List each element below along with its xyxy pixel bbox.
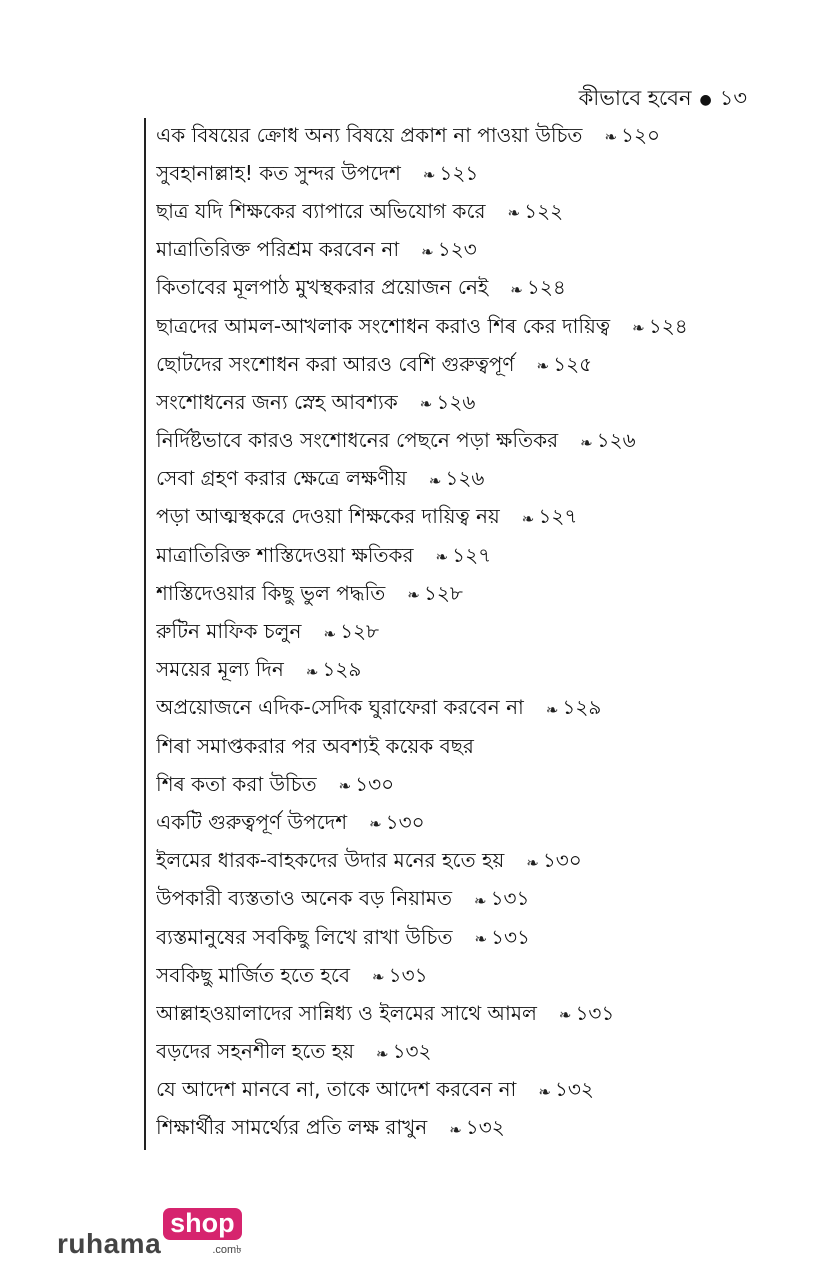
toc-entry-page-number: ১২৭ — [452, 542, 492, 567]
toc-entry-title: ছাত্র যদি শিক্ষকের ব্যাপারে অভিযোগ করে — [156, 198, 486, 223]
toc-entry-page — [306, 655, 362, 688]
toc-entry-title: কিতাবের মূলপাঠ মুখস্থকরার প্রয়োজন নেই — [156, 275, 489, 300]
toc-entry — [156, 118, 796, 156]
leaf-icon: ❧ — [435, 548, 449, 567]
toc-entry-page — [632, 312, 688, 345]
toc-entry-title: ব্যস্তমানুষের সবকিছু লিখে রাখা উচিত — [156, 924, 453, 949]
toc-entry-page — [510, 273, 566, 306]
leaf-icon: ❧ — [372, 968, 385, 987]
leaf-icon: ❧ — [632, 319, 645, 338]
toc-entry-page — [324, 617, 380, 650]
toc-entry-title: ছাত্রদের আমল-আখলাক সংশোধন করাও শিৰ কের দায়িত্ব — [156, 313, 611, 338]
running-header — [579, 82, 747, 117]
toc-entry — [156, 882, 796, 920]
toc-entry-page — [546, 693, 602, 726]
toc-entry — [156, 271, 796, 309]
toc-entry-page-number: ১৩০ — [542, 848, 582, 873]
toc-entry-page-number: ১২৮ — [423, 580, 463, 605]
toc-entry-title: অপ্রয়োজনে এদিক-সেদিক ঘুরাফেরা করবেন না — [156, 695, 524, 720]
leaf-icon: ❧ — [428, 471, 442, 490]
toc-entry-title: রুটিন মাফিক চলুন — [156, 619, 302, 644]
toc-entry — [156, 156, 796, 194]
leaf-icon: ❧ — [558, 1006, 572, 1025]
toc-entry-page — [508, 197, 564, 230]
toc-vertical-rule — [144, 118, 146, 1150]
toc-entry-page — [522, 502, 578, 535]
toc-entry-page-number: ১৩২ — [554, 1077, 594, 1102]
toc-entry-title: বড়দের সহনশীল হতে হয় — [156, 1039, 354, 1064]
toc-entry-title: শিৰ কতা করা উচিত — [156, 771, 317, 796]
toc-entry-page — [372, 961, 428, 994]
leaf-icon: ❧ — [407, 586, 420, 605]
toc-entry-page-number: ১৩১ — [490, 886, 530, 911]
toc-entry-page — [407, 579, 463, 612]
toc-entry — [156, 500, 796, 538]
toc-entry-page-number: ১৩০ — [355, 771, 395, 796]
leaf-icon: ❧ — [338, 777, 352, 796]
toc-entry-title: যে আদেশ মানবে না, তাকে আদেশ করবেন না — [156, 1077, 517, 1102]
logo-domain: .com৳ — [212, 1244, 242, 1256]
leaf-icon: ❧ — [369, 815, 382, 834]
toc-entry — [156, 576, 796, 614]
toc-entry — [156, 729, 796, 767]
leaf-icon: ❧ — [538, 1082, 551, 1101]
toc-entry-page-number: ১২৯ — [562, 695, 602, 720]
table-of-contents — [156, 118, 796, 1149]
toc-entry — [156, 1073, 796, 1111]
toc-entry-page-number: ১২৪ — [648, 313, 688, 338]
ruhama-shop-logo — [57, 1208, 242, 1260]
toc-entry-page — [538, 1075, 594, 1108]
toc-entry-page — [421, 235, 477, 268]
toc-entry-page-number: ১২৯ — [322, 657, 362, 682]
toc-entry-title: ছোটদের সংশোধন করা আরও বেশি গুরুত্বপূর্ণ — [156, 351, 515, 376]
logo-shop: shop — [163, 1208, 242, 1240]
toc-entry — [156, 805, 796, 843]
toc-entry-page-number: ১২৫ — [553, 351, 593, 376]
toc-entry — [156, 996, 796, 1034]
leaf-icon: ❧ — [449, 1120, 462, 1139]
leaf-icon: ❧ — [305, 662, 319, 681]
leaf-icon: ❧ — [545, 700, 559, 719]
toc-entry-page — [429, 464, 485, 497]
logo-name: ruhama — [57, 1228, 162, 1259]
toc-entry-title: সংশোধনের জন্য স্নেহ আবশ্যক — [156, 389, 398, 414]
toc-entry-title: সবকিছু মার্জিত হতে হবে — [156, 962, 351, 987]
toc-entry-page-number: ১২৭ — [538, 504, 578, 529]
toc-entry — [156, 462, 796, 500]
toc-entry-page-number: ১২৬ — [436, 389, 476, 414]
toc-entry-title: পড়া আত্মস্থকরে দেওয়া শিক্ষকের দায়িত্ব নয় — [156, 504, 500, 529]
toc-entry-page-number: ১২৬ — [445, 466, 485, 491]
toc-entry-page — [559, 999, 615, 1032]
bullet-icon: ● — [699, 91, 712, 108]
toc-entry-page — [474, 923, 530, 956]
toc-entry-page — [604, 121, 660, 154]
toc-entry-title: সেবা গ্রহণ করার ক্ষেত্রে লক্ষণীয় — [156, 466, 407, 491]
toc-entry-page-number: ১৩২ — [392, 1039, 432, 1064]
toc-entry-page-number: ১২১ — [439, 160, 479, 185]
toc-entry-title: মাত্রাতিরিক্ত শাস্তিদেওয়া ক্ষতিকর — [156, 542, 414, 567]
toc-entry-page — [580, 426, 636, 459]
leaf-icon: ❧ — [507, 204, 521, 223]
leaf-icon: ❧ — [375, 1044, 389, 1063]
leaf-icon: ❧ — [474, 930, 488, 949]
toc-entry-page-number: ১২৮ — [340, 619, 380, 644]
toc-entry-title: নির্দিষ্টভাবে কারও সংশোধনের পেছনে পড়া ক্ষতিকর — [156, 428, 559, 453]
toc-entry — [156, 1111, 796, 1149]
toc-entry-page — [449, 1113, 505, 1146]
leaf-icon: ❧ — [421, 242, 434, 261]
toc-entry-page — [376, 1037, 432, 1070]
toc-entry-title: একটি গুরুত্বপূর্ণ উপদেশ — [156, 809, 348, 834]
leaf-icon: ❧ — [526, 853, 539, 872]
toc-entry-title: সুবহানাল্লাহ! কত সুন্দর উপদেশ — [156, 160, 401, 185]
logo-shop-box — [163, 1208, 242, 1260]
toc-entry — [156, 233, 796, 271]
toc-entry-page-number: ১৩০ — [385, 809, 425, 834]
toc-entry — [156, 653, 796, 691]
toc-entry — [156, 844, 796, 882]
toc-entry-page-number: ১৩১ — [491, 924, 531, 949]
toc-entry — [156, 920, 796, 958]
toc-entry — [156, 767, 796, 805]
toc-entry-page-number: ১২৬ — [596, 428, 636, 453]
toc-entry-title: উপকারী ব্যস্ততাও অনেক বড় নিয়ামত — [156, 886, 452, 911]
toc-entry — [156, 347, 796, 385]
toc-entry — [156, 958, 796, 996]
toc-entry-title: ইলমের ধারক-বাহকদের উদার মনের হতে হয় — [156, 848, 505, 873]
toc-entry-page — [420, 388, 476, 421]
leaf-icon: ❧ — [536, 357, 550, 376]
toc-entry — [156, 385, 796, 423]
toc-entry-page — [339, 770, 395, 803]
leaf-icon: ❧ — [422, 166, 436, 185]
toc-entry-page-number: ১২৩ — [437, 237, 477, 262]
toc-entry-page — [474, 884, 530, 917]
toc-entry-page-number: ১২২ — [524, 198, 564, 223]
toc-entry-page-number: ১৩২ — [465, 1115, 505, 1140]
leaf-icon: ❧ — [419, 395, 433, 414]
leaf-icon: ❧ — [510, 280, 523, 299]
toc-entry-page — [537, 350, 593, 383]
leaf-icon: ❧ — [580, 433, 593, 452]
running-title: কীভাবে হবেন — [578, 86, 692, 110]
toc-entry — [156, 194, 796, 232]
toc-entry-title: মাত্রাতিরিক্ত পরিশ্রম করবেন না — [156, 237, 400, 262]
toc-entry — [156, 1035, 796, 1073]
toc-entry — [156, 614, 796, 652]
toc-entry-title: শিক্ষার্থীর সামর্থ্যের প্রতি লক্ষ রাখুন — [156, 1115, 428, 1140]
toc-entry — [156, 691, 796, 729]
leaf-icon: ❧ — [323, 624, 337, 643]
toc-entry-title: শাস্তিদেওয়ার কিছু ভুল পদ্ধতি — [156, 580, 386, 605]
toc-entry-title: শিৰা সমাপ্তকরার পর অবশ্যই কয়েক বছর — [156, 733, 474, 758]
page-number: ১৩ — [719, 86, 747, 110]
toc-entry-page-number: ১২০ — [621, 122, 661, 147]
leaf-icon: ❧ — [474, 891, 487, 910]
toc-entry-page — [436, 541, 492, 574]
toc-entry-page-number: ১২৪ — [526, 275, 566, 300]
toc-entry-title: আল্লাহওয়ালাদের সান্নিধ্য ও ইলমের সাথে আমল — [156, 1000, 537, 1025]
toc-entry — [156, 538, 796, 576]
toc-entry-page-number: ১৩১ — [388, 962, 428, 987]
leaf-icon: ❧ — [604, 128, 618, 147]
toc-entry-page — [526, 846, 582, 879]
toc-entry — [156, 424, 796, 462]
toc-entry-page — [369, 808, 425, 841]
toc-entry-page — [423, 159, 479, 192]
toc-entry-title: এক বিষয়ের ক্রোধ অন্য বিষয়ে প্রকাশ না পাওয়া উচিত — [156, 122, 583, 147]
toc-entry-title: সময়ের মূল্য দিন — [156, 657, 284, 682]
toc-entry — [156, 309, 796, 347]
leaf-icon: ❧ — [521, 509, 535, 528]
toc-entry-page-number: ১৩১ — [575, 1000, 615, 1025]
